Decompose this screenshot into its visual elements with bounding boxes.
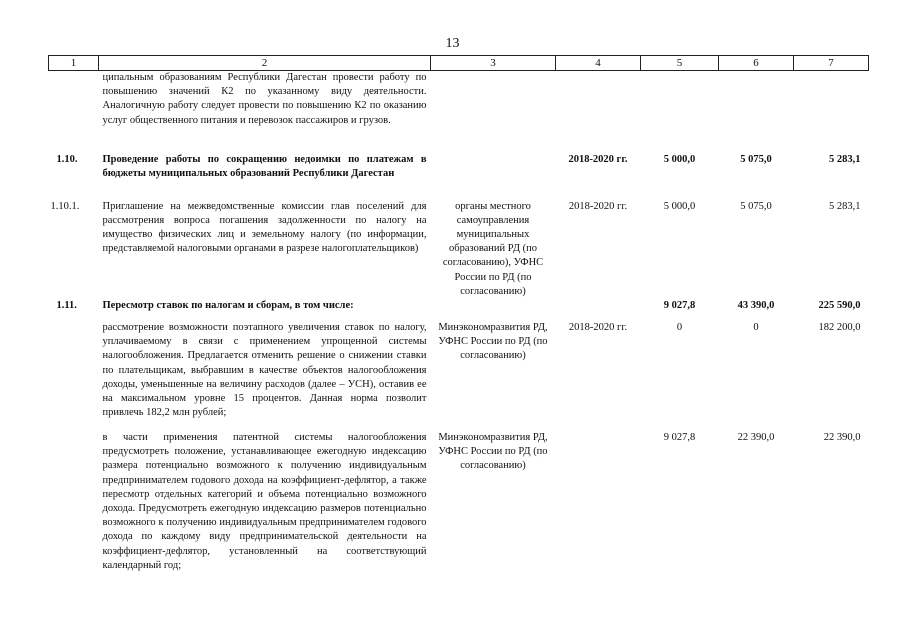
value-col7: 225 590,0 (818, 299, 861, 311)
measure-text: Пересмотр ставок по налогам и сборам, в том числе: (102, 299, 354, 311)
period-text (556, 431, 641, 573)
period-text: 2018-2020 гг. (568, 321, 628, 333)
value-col6: 0 (753, 321, 759, 333)
row-number: 1.10.1. (50, 200, 80, 212)
value-col5 (641, 71, 719, 153)
measure-text: рассмотрение возможности поэтапного увеличения ставок по налогу, уплачиваемому в связи с применением упрощенной системы налогообложения. Предлагается отменить решение о снижении ставки по плательщикам, выбравшим в качестве объектов налогообложения доходы, уменьшенные на величину расходов (далее – УСН), оставив ее на максимальном уровне 15 процентов. Данная норма позволит привлечь 182,2 млн рублей; (102, 321, 427, 419)
col-header-7: 7 (794, 56, 869, 71)
measure-text: в части применения патентной системы налогообложения предусмотреть положение, устанавливающее ежегодную индексацию размера потенциально возможного к получению индивидуальным предпринимателем годового дохода на коэффициент-дефлятор, а также пересмотр отдельных категорий и объема потенциально возможного дохода. Предусмотреть ежегодную индексацию размеров потенциально возможного к получению индивидуальным предпринимателем годового дохода по каждому виду предпринимательской деятельности на коэффициент-дефлятор, установленный на соответствующий календарный год; (102, 431, 427, 571)
row-number: 1.10. (56, 153, 78, 165)
period-text (556, 71, 641, 153)
col-header-1: 1 (49, 56, 99, 71)
row-number (49, 321, 99, 431)
executor-text (431, 153, 556, 200)
table-row (49, 431, 869, 573)
executor-text (431, 299, 556, 321)
executor-text: Минэкономразвития РД, УФНС России по РД (по согласованию) (438, 321, 548, 362)
page-number: 13 (445, 36, 460, 51)
value-col5: 5 000,0 (663, 200, 696, 212)
value-col5: 0 (676, 321, 683, 333)
value-col6: 22 390,0 (737, 431, 775, 443)
measure-text: Проведение работы по сокращению недоимки по платежам в бюджеты муниципальных образований Республики Дагестан (102, 153, 427, 179)
table-row (49, 200, 869, 299)
table-row (49, 71, 869, 153)
value-col7: 22 390,0 (823, 431, 861, 443)
row-number (49, 431, 99, 573)
measure-text: Приглашение на межведомственные комиссии глав поселений для рассмотрения вопроса погашения задолженности по налогу на имущество физических лиц и земельному налогу (по информации, представляемой налоговыми органами в разрезе налогоплательщиков) (102, 200, 427, 255)
executor-text (431, 71, 556, 153)
header-row (49, 56, 869, 71)
measures-table (48, 55, 869, 573)
value-col6 (719, 71, 794, 153)
col-header-6: 6 (719, 56, 794, 71)
value-col6: 43 390,0 (737, 299, 775, 311)
value-col7: 182 200,0 (818, 321, 861, 333)
executor-text: органы местного самоуправления муниципальных образований РД (по согласованию), УФНС России по РД (по согласованию) (442, 200, 544, 297)
value-col5: 5 000,0 (663, 153, 696, 165)
period-text: 2018-2020 гг. (568, 200, 628, 212)
col-header-5: 5 (641, 56, 719, 71)
col-header-4: 4 (556, 56, 641, 71)
table-row (49, 299, 869, 321)
value-col7 (794, 71, 869, 153)
value-col5: 9 027,8 (663, 431, 696, 443)
period-text: 2018-2020 гг. (568, 153, 628, 165)
row-number: 1.11. (56, 299, 77, 311)
col-header-3: 3 (431, 56, 556, 71)
executor-text: Минэкономразвития РД, УФНС России по РД (по согласованию) (438, 431, 548, 472)
table-row (49, 153, 869, 200)
value-col6: 5 075,0 (740, 153, 772, 165)
period-text (556, 299, 641, 321)
measure-text: ципальным образованиям Республики Дагестан провести работу по повышению значений К2 по указанному виду деятельности. Аналогичную работу следует провести по повышению К2 по оказанию услуг общественного питания и перевозок пассажиров и грузов. (102, 72, 427, 126)
value-col7: 5 283,1 (829, 153, 861, 165)
value-col5: 9 027,8 (663, 299, 696, 311)
value-col7: 5 283,1 (829, 200, 861, 212)
row-number (49, 71, 99, 153)
table-row (49, 321, 869, 431)
col-header-2: 2 (99, 56, 431, 71)
value-col6: 5 075,0 (740, 200, 772, 212)
